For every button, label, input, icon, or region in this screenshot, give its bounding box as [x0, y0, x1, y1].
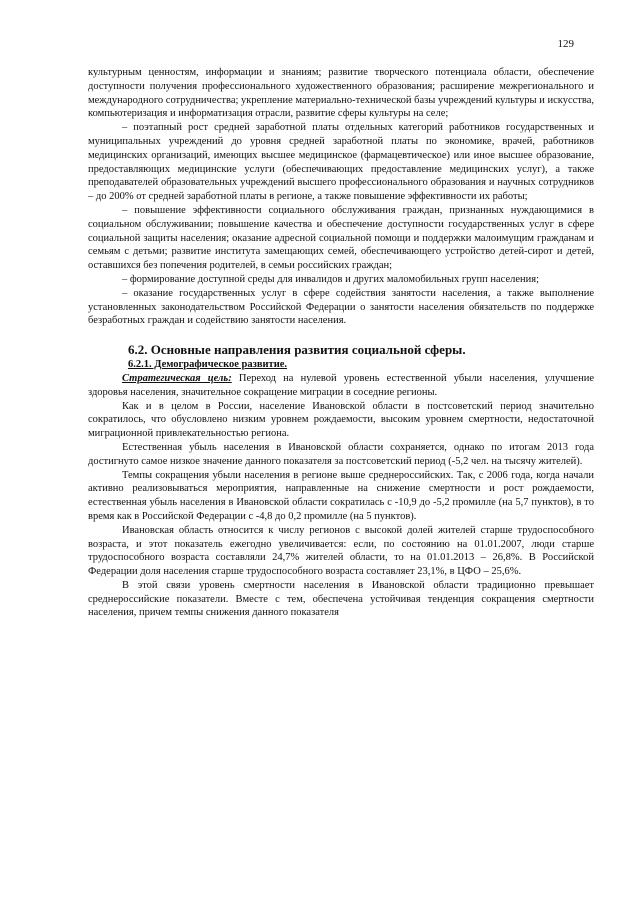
subsection-heading: 6.2.1. Демографическое развитие.	[128, 359, 288, 371]
strategic-goal-label: Стратегическая цель:	[122, 372, 232, 384]
intro-paragraph: культурным ценностям, информации и знаниям; развитие творческого потенциала области, обеспечение доступности получения профессионального художественного образования; расширение межрегионального и международного сотрудничества; укрепление материально-технической базы учреждений культуры и искусства, компьютеризация и информатизация отрасли, развитие сферы культуры на селе;	[88, 67, 594, 120]
list-item: – повышение эффективности социального обслуживания граждан, признанных нуждающимися в социальном обслуживании; повышение качества и обеспечение доступности государственных услуг в сфере социальной защиты населения; оказание адресной социальной помощи и поддержки малоимущим гражданам и семьям с детьми; развитие института замещающих семей, обеспечивающего устройство детей-сирот и детей, оставшихся без попечения родителей, в семьи российских граждан;	[88, 204, 594, 272]
body-paragraph: Ивановская область относится к числу регионов с высокой долей жителей старше трудоспособного возраста, и этот показатель ежегодно увеличивается: если, по состоянию на 01.01.2007, люди старше трудоспособного возраста составляли 24,7% жителей области, то на 01.01.2013 – 26,8%. В Российской Федерации доля населения старше трудоспособного возраста составляет 23,1%, в ЦФО – 25,6%.	[88, 524, 594, 578]
strategic-goal-paragraph	[88, 372, 594, 400]
body-paragraph: Естественная убыль населения в Ивановской области сохраняется, однако по итогам 2013 года достигнуто самое низкое значение данного показателя за постсоветский период (-5,2 чел. на тысячу жителей).	[88, 441, 594, 467]
section-heading: 6.2. Основные направления развития социальной сферы.	[128, 342, 466, 358]
page-content	[88, 66, 594, 620]
body-paragraph: Темпы сокращения убыли населения в регионе выше среднероссийских. Так, с 2006 года, когда начали активно реализовываться мероприятия, направленные на снижение смертности и рост рождаемости, естественная убыль населения в Ивановской области сократилась с -10,9 до -5,2 промилле (на 5,7 пунктов), в то время как в Российской Федерации с -4,8 до 0,2 промилле (на 5 пунктов).	[88, 469, 594, 522]
body-paragraph: Как и в целом в России, население Ивановской области в постсоветский период значительно сократилось, что обусловлено низким уровнем рождаемости, высоким уровнем смертности, недостаточной миграционной привлекательностью региона.	[88, 400, 594, 440]
body-paragraph: В этой связи уровень смертности населения в Ивановской области традиционно превышает среднероссийские показатели. Вместе с тем, обеспечена устойчивая тенденция сокращения смертности населения, причем темпы снижения данного показателя	[88, 579, 594, 619]
strategic-goal-text: Переход на нулевой уровень естественной убыли населения, улучшение здоровья населения, значительное сокращение миграции в соседние регионы.	[88, 372, 594, 398]
list-item: – поэтапный рост средней заработной платы отдельных категорий работников государственных и муниципальных учреждений до уровня средней заработной платы по экономике, врачей, работников медицинских организаций, имеющих высшее медицинское (фармацевтическое) или иное высшее образование, предоставляющих медицинские услуги (обеспечивающих предоставление медицинских услуг), а также преподавателей образовательных учреждений высшего профессионального образования и научных сотрудников – до 200% от средней заработной платы в регионе, а также повышение эффективности их работы;	[88, 122, 594, 203]
list-item: – оказание государственных услуг в сфере содействия занятости населения, а также выполнение установленных законодательством Российской Федерации о занятости населения обязательств по поддержке безработных граждан и содействию занятости населения.	[88, 287, 594, 327]
list-item: – формирование доступной среды для инвалидов и других маломобильных групп населения;	[122, 273, 540, 285]
page-number: 129	[557, 38, 574, 50]
